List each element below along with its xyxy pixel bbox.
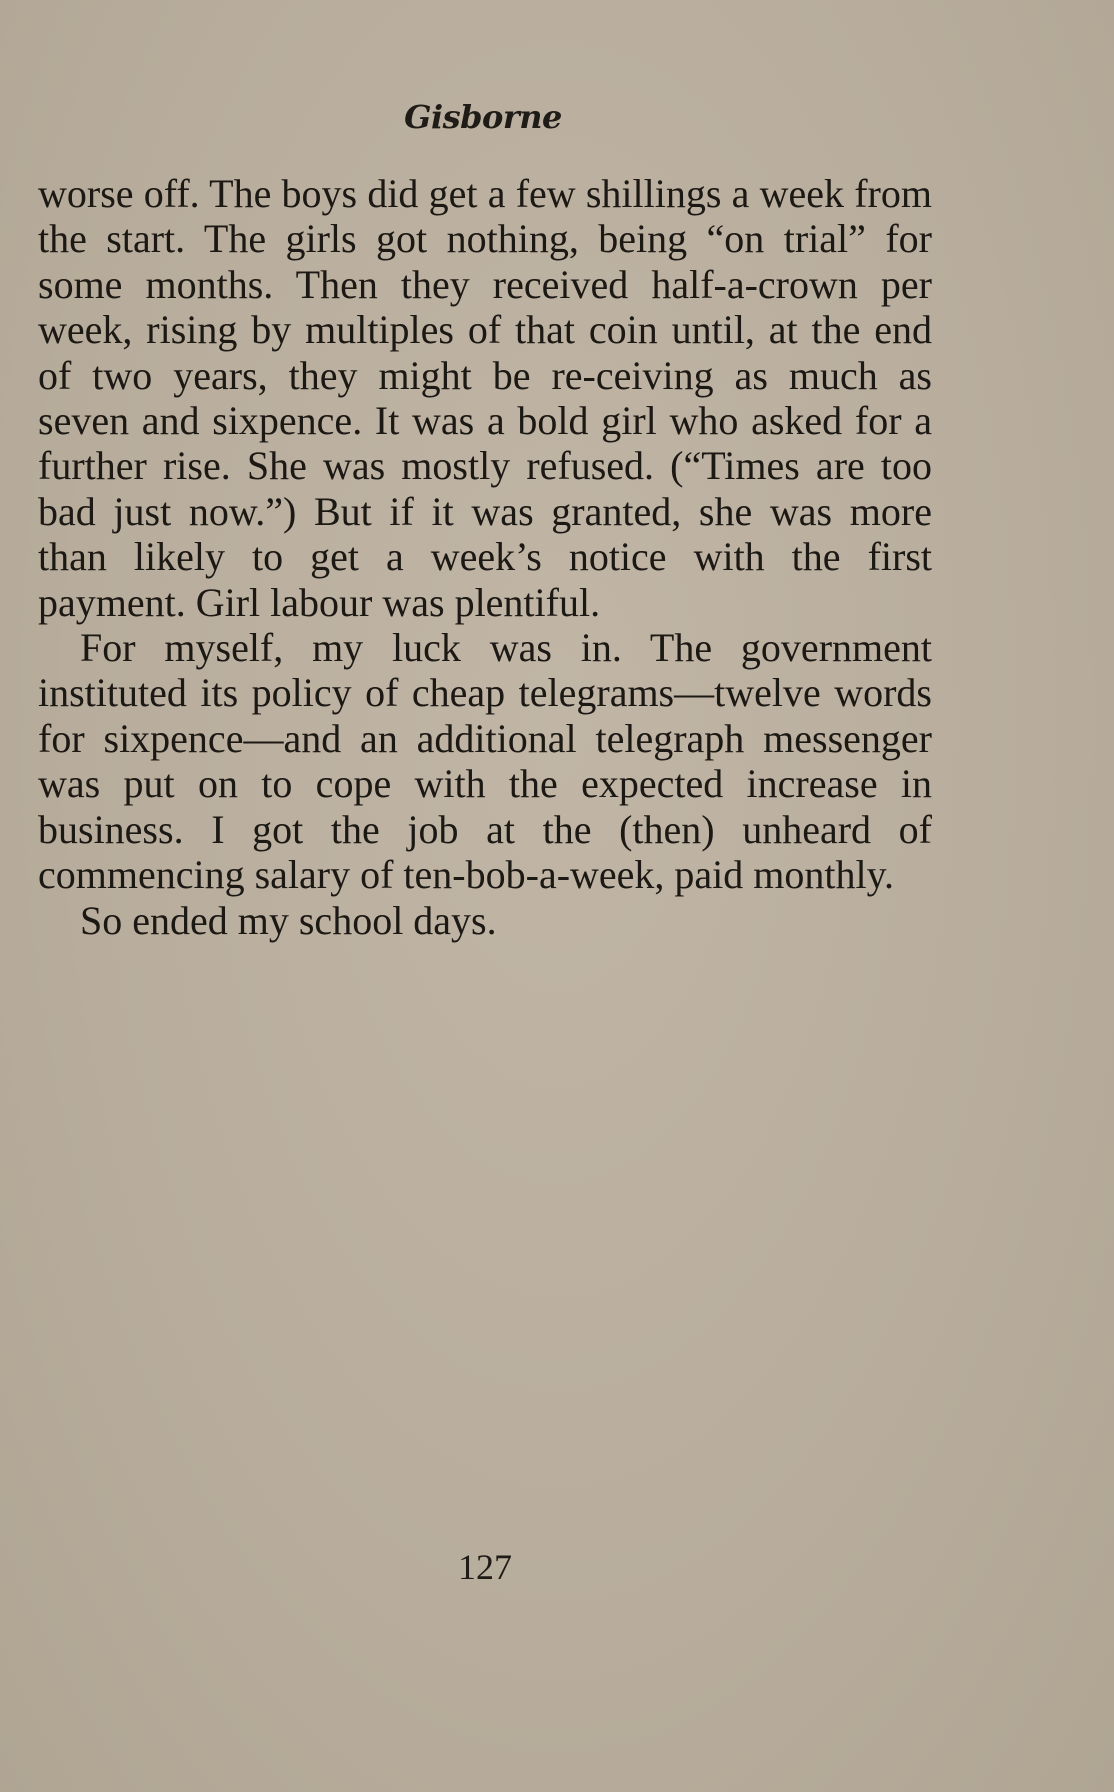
- body-text: [38, 171, 932, 943]
- running-head: Gisborne: [404, 98, 562, 136]
- paragraph: For myself, my luck was in. The government instituted its policy of cheap telegrams—twelve words for sixpence—and an additional telegraph messenger was put on to cope with the expected increase in business. I got the job at the (then) unheard of commencing salary of ten-bob-a-week, paid monthly.: [38, 625, 932, 898]
- paragraph: worse off. The boys did get a few shillings a week from the start. The girls got nothing, being “on trial” for some months. Then they received half-a-crown per week, rising by multiples of that coin until, at the end of two years, they might be re-ceiving as much as seven and sixpence. It was a bold girl who asked for a further rise. She was mostly refused. (“Times are too bad just now.”) But if it was granted, she was more than likely to get a week’s notice with the first payment. Girl labour was plentiful.: [38, 171, 932, 625]
- paragraph: So ended my school days.: [80, 897, 497, 943]
- page-number: 127: [458, 1547, 512, 1587]
